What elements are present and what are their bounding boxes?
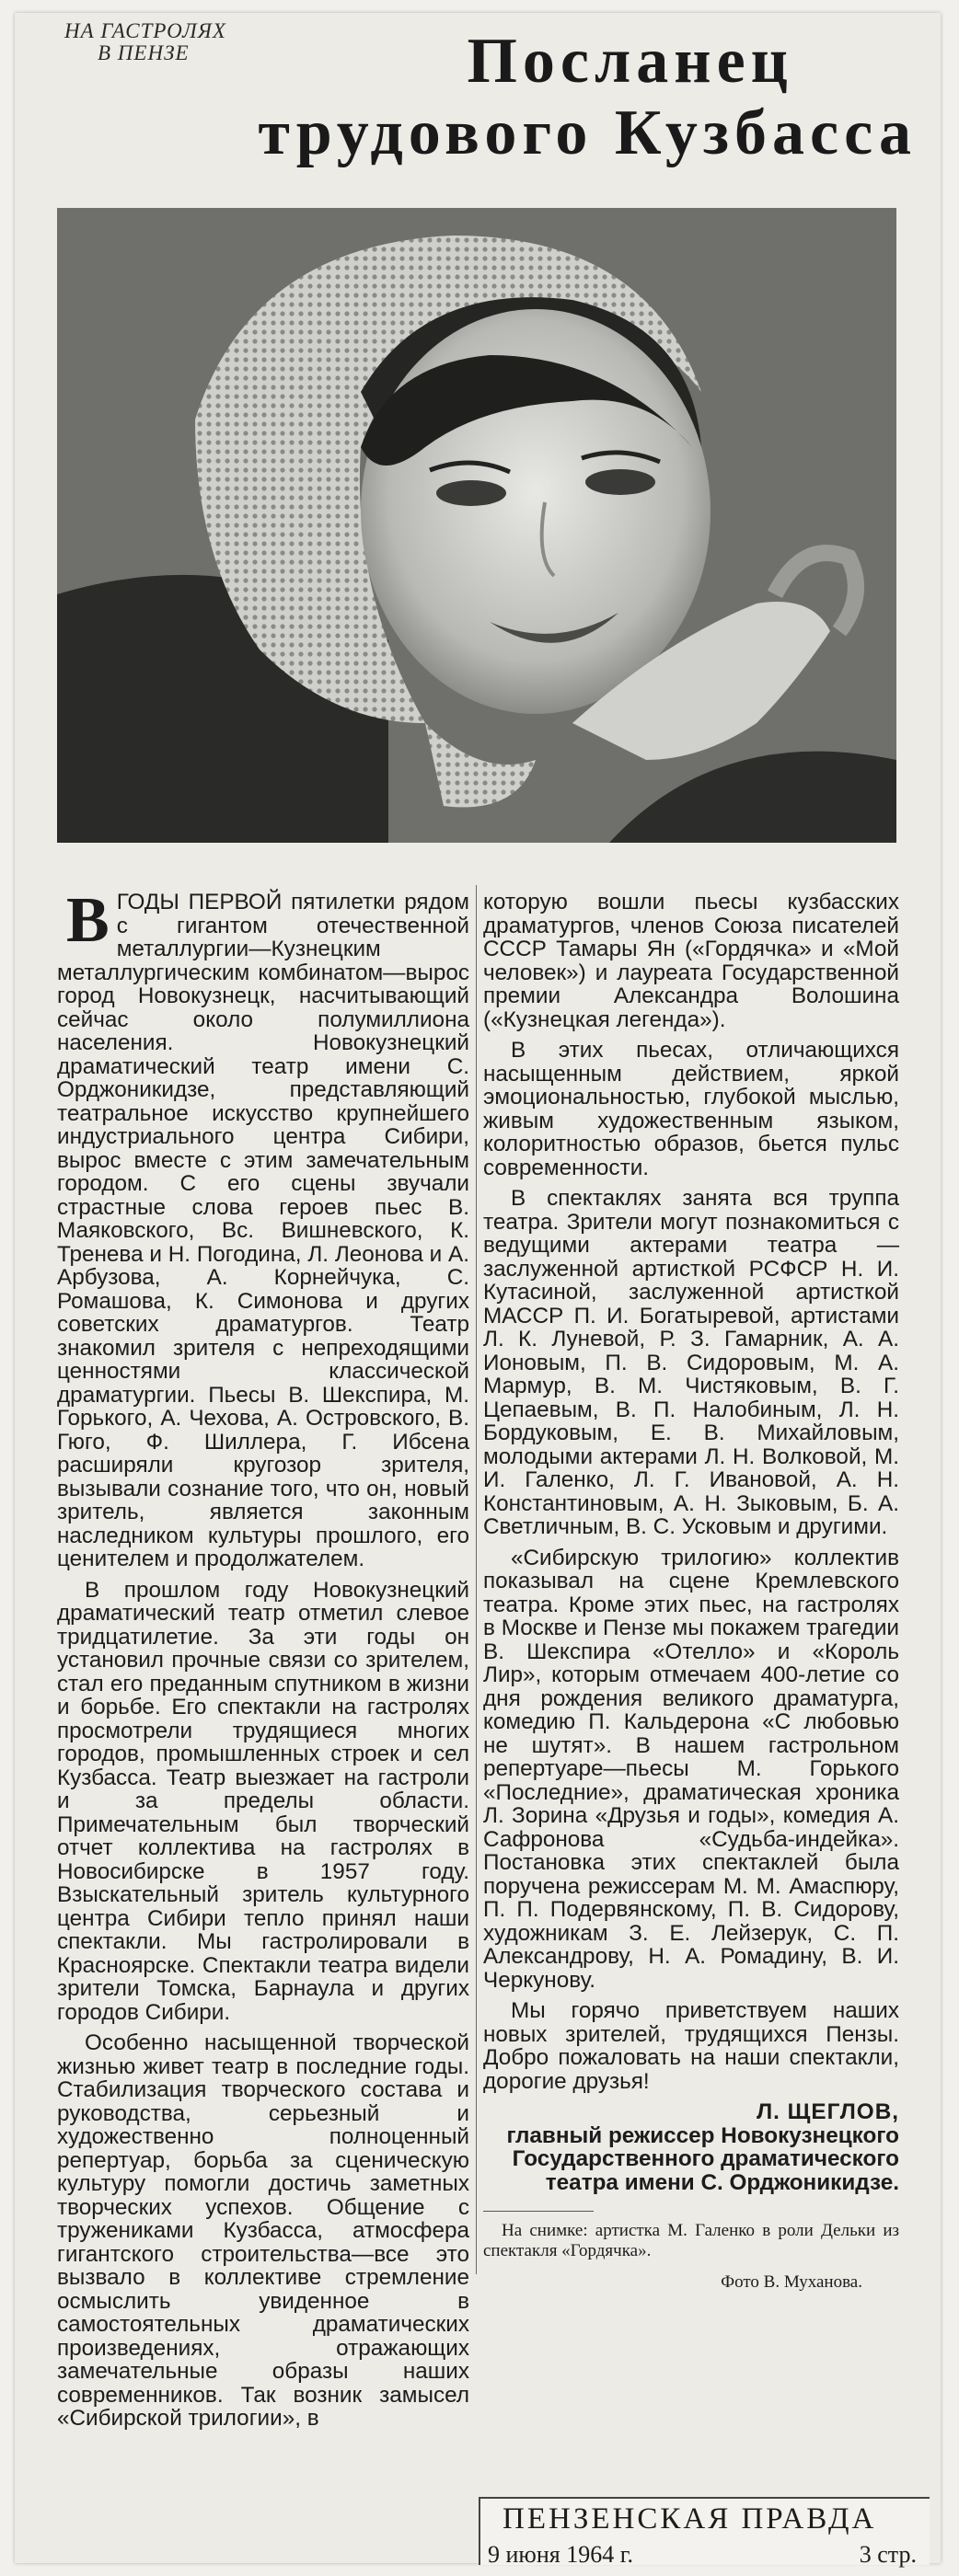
photo-credit: Фото В. Муханова.	[721, 2272, 862, 2292]
newspaper-masthead	[479, 2497, 930, 2568]
headline-line-2: трудового Кузбасса	[258, 98, 917, 168]
article-paragraph-3: Особенно насыщенной творческой жизнью живет театр в последние годы. Стабилизация творческого состава и руководства, серьезный и художественно полноценный репертуар, борьба за сценическую культуру помогли достичь заметных творческих успехов. Общение с тружениками Кузбасса, атмосфера гигантского строительства—все это вызвало в коллективе стремление осмыслить увиденное в самостоятельных драматических произведениях, отражающих замечательные образы наших современников. Так возник замысел «Сибирской трилогии», в	[57, 2030, 469, 2431]
article-paragraph-6: «Сибирскую трилогию» коллектив показывал на сцене Кремлевского театра. Кроме этих пьес, на гастролях в Москве и Пензе мы покажем трагедии В. Шекспира «Отелло» и «Король Лир», которым отмечаем 400-летие со дня рождения великого драматурга, комедию П. Кальдерона «С любовью не шутят». В нашем гастрольном репертуаре—пьесы М. Горького «Последние», драматическая хроника Л. Зорина «Друзья и годы», комедия А. Сафронова «Судьба-индейка». Постановка этих спектаклей была поручена режиссерам М. М. Амаспюру, П. П. Подервянскому, П. В. Сидорову, художникам З. Е. Лейзерук, С. П. Александрову, Н. А. Ромадину, В. И. Черкунову.	[483, 1545, 899, 1993]
article-column-left	[57, 885, 469, 2438]
article-column-right	[483, 891, 899, 2294]
actress-portrait-illustration	[57, 208, 896, 843]
photo-caption: На снимке: артистка М. Галенко в роли Дельки из спектакля «Гордячка».	[483, 2221, 899, 2260]
drop-cap: В	[66, 885, 110, 956]
page-number: 3 стр.	[859, 2541, 917, 2568]
newspaper-name: ПЕНЗЕНСКАЯ ПРАВДА	[503, 2502, 877, 2536]
article-paragraph-7: Мы горячо приветствуем наших новых зрителей, трудящихся Пензы. Добро пожаловать на наши спектакли, дорогие друзья!	[483, 1998, 899, 2094]
article-paragraph-1	[57, 885, 469, 1571]
lead-in-caps: ГОДЫ ПЕРВОЙ	[116, 890, 283, 914]
signature-block	[483, 2100, 899, 2194]
issue-date: 9 июня 1964 г.	[488, 2541, 633, 2568]
paragraph-1-text: пятилетки рядом с гигантом отечественной металлургии—Кузнецким металлургическим комбинатом—вырос город Новокузнецк, насчитывающий сейчас около полумиллиона населения. Новокузнецкий драматический театр имени С. Орджоникидзе, представляющий театральное искусство крупнейшего индустриального центра Сибири, вырос вместе с этим замечательным городом. С его сцены звучали страстные слова героев пьес В. Маяковского, Вс. Вишневского, К. Тренева и Н. Погодина, Л. Леонова и А. Арбузова, А. Корнейчука, С. Ромашова, К. Симонова и других советских драматургов. Театр знакомил зрителя с непреходящими ценностями классической драматургии. Пьесы В. Шекспира, М. Горького, А. Чехова, А. Островского, В. Гюго, Ф. Шиллера, Г. Ибсена расширяли кругозор зрителя, вызывали сознание того, что он, новый зритель, является законным наследником культуры прошлого, его ценителем и продолжателем.	[57, 890, 469, 1571]
article-paragraph-5: В спектаклях занята вся труппа театра. Зрители могут познакомиться с ведущими актерами театра — заслуженной артисткой РСФСР Н. И. Кутасиной, заслуженной артисткой МАССР П. И. Богатыревой, артистами Л. К. Луневой, Р. З. Гамарник, А. А. Ионовым, П. В. Сидоровым, М. А. Мармур, В. М. Чистяковым, В. Г. Цепаевым, В. П. Налобиным, Л. Н. Бордуковым, Е. В. Михайловым, молодыми актерами Л. Н. Волковой, М. И. Галенко, Л. Г. Ивановой, А. Н. Константиновым, А. Н. Зыковым, Б. А. Светличным, В. С. Усковым и другими.	[483, 1186, 899, 1539]
author-title: главный режиссер Новокузнецкого Государственного драматического театра имени С. Орджоникидзе.	[506, 2122, 899, 2195]
article-paragraph-4: В этих пьесах, отличающихся насыщенным действием, яркой эмоциональностью, глубокой мыслью, живым художественным языком, колоритностью образов, бьется пульс современности.	[483, 1038, 899, 1180]
article-paragraph-2: В прошлом году Новокузнецкий драматический театр отметил слевое тридцатилетие. За эти годы он установил прочные связи со зрителем, стал его преданным спутником в жизни и борьбе. Его спектакли на гастролях просмотрели трудящиеся многих городов, промышленных строек и сел Кузбасса. Театр выезжает на гастроли и за пределы области. Примечательным был творческий отчет коллектива на гастролях в Новосибирске в 1957 году. Взыскательный зритель культурного центра Сибири тепло принял наши спектакли. Мы гастролировали в Красноярске. Спектакли театра видели зрители Томска, Барнаула и других городов Сибири.	[57, 1577, 469, 2025]
rubric-line-1: НА ГАСТРОЛЯХ	[64, 19, 226, 42]
author-name: Л. ЩЕГЛОВ,	[757, 2099, 899, 2124]
article-paragraph-3-continued: которую вошли пьесы кузбасских драматургов, членов Союза писателей СССР Тамары Ян («Гордячка» и «Мой человек») и лауреата Государственной премии Александра Волошина («Кузнецкая легенда»).	[483, 890, 899, 1032]
caption-divider	[483, 2211, 594, 2212]
actress-photo	[57, 208, 896, 843]
column-divider	[476, 885, 477, 2274]
article-headline	[57, 26, 931, 169]
headline-line-1: Посланец	[467, 26, 793, 97]
rubric-line-2: В ПЕНЗЕ	[98, 41, 190, 64]
